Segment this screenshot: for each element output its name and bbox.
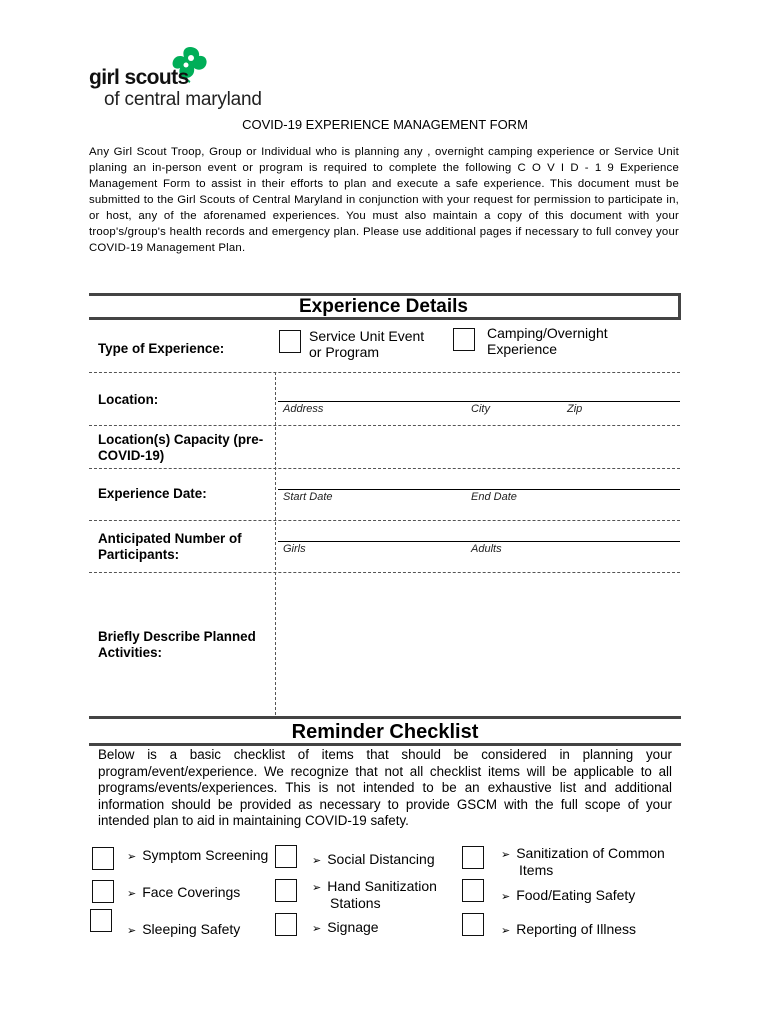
checklist-item-sanitization: ➢ Sanitization of Common Items — [501, 845, 665, 878]
adults-sublabel: Adults — [471, 543, 502, 555]
symptom-screening-checkbox[interactable] — [92, 847, 114, 870]
experience-details-title: Experience Details — [299, 296, 468, 317]
row-divider — [89, 372, 680, 373]
location-label: Location: — [98, 392, 159, 407]
experience-details-header — [89, 293, 681, 320]
type-of-experience-label: Type of Experience: — [98, 341, 225, 356]
signage-checkbox[interactable] — [275, 913, 297, 936]
intro-paragraph: Any Girl Scout Troop, Group or Individual who is planning any , overnight camping experience or Service Unit planing an in-person event or program is required to complete the following C O V I D - 1 9 Experience Management Form to assist in their efforts to plan and execute a safe experience. This document must be submitted to the Girl Scouts of Central Maryland in conjunction with your request for permission to participate in, or host, any of the aforenamed experiences. You must also maintain a copy of this document with your troop's/group's health records and emergency plan. Please use additional pages if necessary to full convey your COVID-19 Management Plan. — [89, 146, 679, 254]
experience-date-input-line[interactable] — [278, 489, 680, 490]
sleeping-safety-checkbox[interactable] — [90, 909, 112, 932]
end-date-sublabel: End Date — [471, 491, 517, 503]
capacity-label: Location(s) Capacity (pre- COVID-19) — [98, 432, 264, 463]
checklist-item-face-coverings: ➢ Face Coverings — [127, 884, 241, 900]
service-unit-event-label: Service Unit Event or Program — [309, 328, 425, 360]
city-sublabel: City — [471, 403, 490, 415]
activities-label: Briefly Describe Planned Activities: — [98, 629, 256, 660]
service-unit-event-checkbox[interactable] — [279, 330, 301, 353]
hand-sanitization-checkbox[interactable] — [275, 879, 297, 902]
participants-label: Anticipated Number of Participants: — [98, 531, 242, 562]
arrow-bullet-icon: ➢ — [127, 925, 137, 937]
food-eating-safety-checkbox[interactable] — [462, 879, 484, 902]
row-divider — [89, 520, 680, 521]
arrow-bullet-icon: ➢ — [127, 851, 137, 863]
logo-text-girl-scouts: girl scouts — [89, 66, 189, 89]
form-title: COVID-19 EXPERIENCE MANAGEMENT FORM — [242, 117, 528, 132]
reminder-checklist-title: Reminder Checklist — [291, 721, 479, 743]
arrow-bullet-icon: ➢ — [127, 888, 137, 900]
face-coverings-checkbox[interactable] — [92, 880, 114, 903]
checklist-item-symptom-screening: ➢ Symptom Screening — [127, 847, 269, 863]
checklist-item-signage: ➢ Signage — [312, 919, 379, 935]
zip-sublabel: Zip — [567, 403, 583, 415]
checklist-item-reporting-illness: ➢ Reporting of Illness — [501, 921, 637, 937]
reporting-illness-checkbox[interactable] — [462, 913, 484, 936]
camping-overnight-label: Camping/Overnight Experience — [487, 325, 608, 357]
camping-overnight-checkbox[interactable] — [453, 328, 475, 351]
activities-textarea[interactable] — [278, 573, 680, 713]
row-divider — [89, 468, 680, 469]
checklist-intro: Below is a basic checklist of items that should be considered in planning your program/event/experience. We recognize that not all checklist items will be applicable to all programs/events/experiences. This is not intended to be an exhaustive list and additional information should be provided as necessary to provide GSCM with the full scope of your intended plan to aid in maintaining COVID-19 safety. — [98, 747, 672, 828]
arrow-bullet-icon: ➢ — [501, 925, 511, 937]
arrow-bullet-icon: ➢ — [312, 855, 322, 867]
checklist-item-food-eating-safety: ➢ Food/Eating Safety — [501, 887, 636, 903]
reminder-checklist-header — [89, 716, 681, 746]
arrow-bullet-icon: ➢ — [501, 849, 511, 861]
logo-text-central-maryland: of central maryland — [104, 89, 262, 110]
row-divider — [89, 425, 680, 426]
checklist-item-sleeping-safety: ➢ Sleeping Safety — [127, 921, 241, 937]
location-input-line[interactable] — [278, 401, 680, 402]
participants-input-line[interactable] — [278, 541, 680, 542]
experience-date-label: Experience Date: — [98, 486, 207, 501]
sanitization-common-items-checkbox[interactable] — [462, 846, 484, 869]
social-distancing-checkbox[interactable] — [275, 845, 297, 868]
girls-sublabel: Girls — [283, 543, 306, 555]
arrow-bullet-icon: ➢ — [312, 923, 322, 935]
arrow-bullet-icon: ➢ — [501, 891, 511, 903]
arrow-bullet-icon: ➢ — [312, 882, 322, 894]
checklist-item-hand-sanitization: ➢ Hand Sanitization Stations — [312, 878, 437, 911]
address-sublabel: Address — [283, 403, 324, 415]
column-divider — [275, 372, 276, 715]
start-date-sublabel: Start Date — [283, 491, 333, 503]
checklist-item-social-distancing: ➢ Social Distancing — [312, 851, 435, 867]
